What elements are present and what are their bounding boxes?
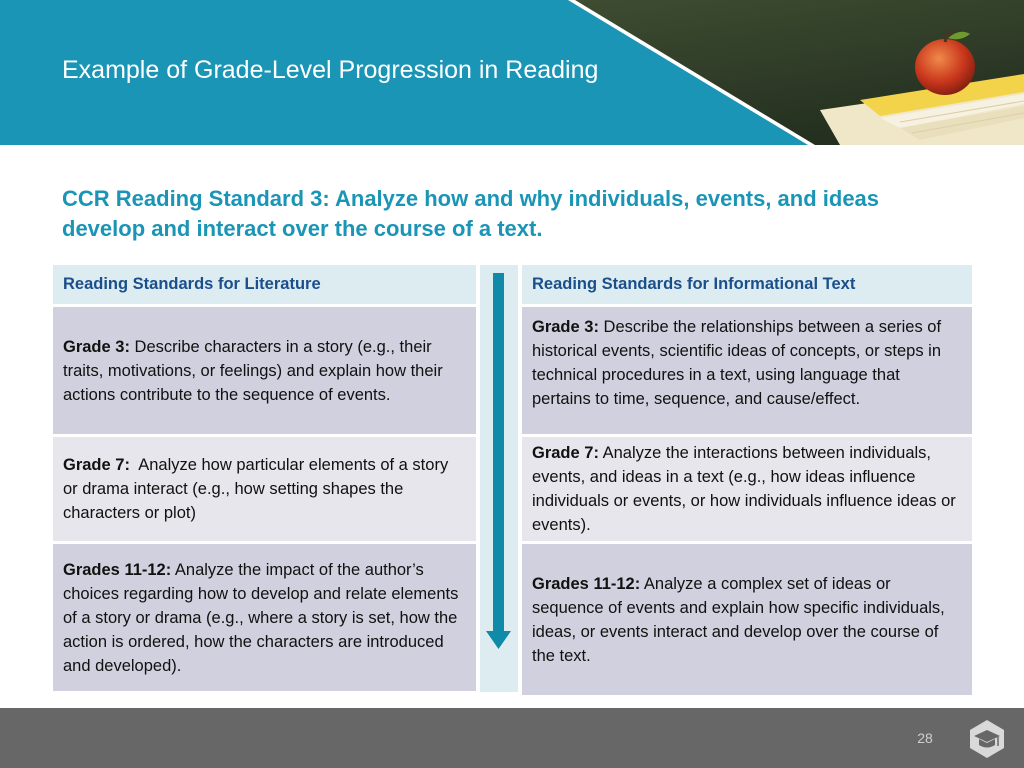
slide-title: Example of Grade-Level Progression in Reading	[62, 56, 599, 84]
grade-label: Grade 7:	[63, 456, 130, 474]
grade-label: Grade 3:	[532, 318, 599, 336]
page-number: 28	[917, 730, 933, 746]
informational-column	[522, 265, 972, 698]
grade-description: Analyze how particular elements of a story or drama interact (e.g., how setting shapes the characters or plot)	[63, 456, 453, 522]
grade-description: Analyze the interactions between individuals, events, and ideas in a text (e.g., how ideas influence individuals or events, or how individuals influence ideas or events).	[532, 444, 961, 534]
informational-grades-11-12-cell	[522, 544, 972, 695]
grade-description: Analyze a complex set of ideas or sequence of events and explain how specific individuals, ideas, or events interact and develop over the course of the text.	[532, 574, 950, 665]
literature-grade-3-cell	[53, 307, 476, 434]
grade-label: Grades 11-12:	[532, 574, 641, 593]
literature-grade-7-cell	[53, 437, 476, 541]
grade-label: Grade 7:	[532, 444, 599, 462]
informational-grade-3-cell	[522, 307, 972, 434]
grade-description: Analyze the impact of the author’s choices regarding how to develop and relate elements of a story or drama (e.g., where a story is set, how the action is ordered, how the characters are introduced and developed).	[63, 560, 463, 675]
literature-header: Reading Standards for Literature	[53, 265, 476, 304]
literature-column	[53, 265, 476, 694]
footer-bar	[0, 708, 1024, 768]
grade-label: Grade 3:	[63, 337, 130, 356]
grade-description: Describe characters in a story (e.g., their traits, motivations, or feelings) and explain how their actions contribute to the sequence of events.	[63, 337, 448, 404]
title-banner	[0, 0, 1024, 145]
literature-grades-11-12-cell	[53, 544, 476, 691]
grade-description: Describe the relationships between a series of historical events, scientific ideas of concepts, or steps in technical procedures in a text, using language that pertains to time, sequence, and cause/effect.	[532, 318, 946, 408]
standard-heading: CCR Reading Standard 3: Analyze how and why individuals, events, and ideas develop and interact over the course of a text.	[62, 186, 880, 241]
grade-label: Grades 11-12:	[63, 560, 172, 579]
progression-arrow-column	[480, 265, 518, 692]
informational-header: Reading Standards for Informational Text	[522, 265, 972, 304]
arrow-down-icon	[480, 265, 518, 692]
informational-grade-7-cell	[522, 437, 972, 541]
graduation-cap-icon	[966, 718, 1008, 760]
